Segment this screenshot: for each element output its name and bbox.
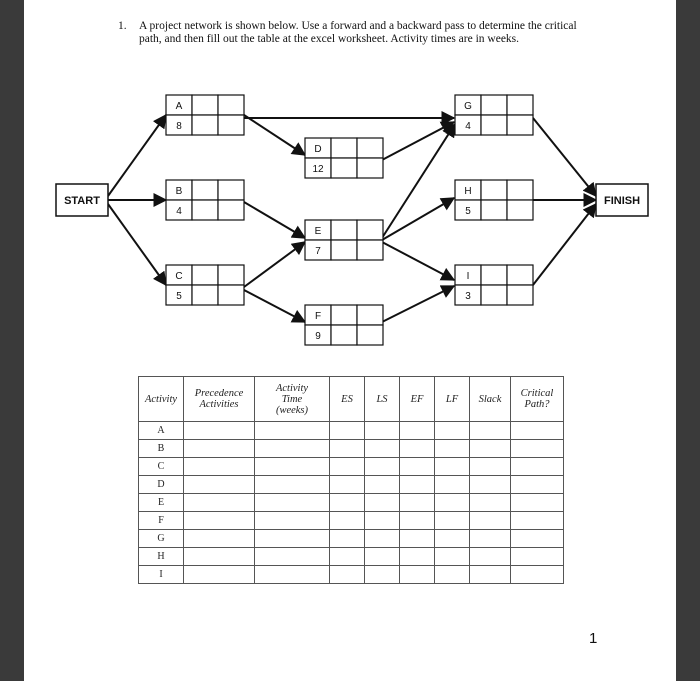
node-cell bbox=[192, 265, 218, 285]
empty-cell bbox=[511, 440, 564, 458]
empty-cell bbox=[435, 422, 470, 440]
table-row bbox=[139, 494, 564, 512]
node-cell bbox=[218, 265, 244, 285]
empty-cell bbox=[435, 476, 470, 494]
col-ef: EF bbox=[400, 377, 435, 422]
node-label-c: C bbox=[175, 271, 183, 282]
col-activity: Activity bbox=[139, 377, 184, 422]
node-cell bbox=[192, 115, 218, 135]
node-cell bbox=[357, 138, 383, 158]
empty-cell bbox=[470, 440, 511, 458]
empty-cell bbox=[365, 512, 400, 530]
empty-cell bbox=[330, 458, 365, 476]
col-precedence: Precedence Activities bbox=[184, 377, 255, 422]
node-time-c: 5 bbox=[176, 291, 182, 302]
node-cell bbox=[218, 95, 244, 115]
empty-cell bbox=[255, 530, 330, 548]
node-label-e: E bbox=[314, 226, 322, 237]
node-label-h: H bbox=[464, 186, 472, 197]
empty-cell bbox=[184, 476, 255, 494]
node-label-g: G bbox=[464, 101, 472, 112]
empty-cell bbox=[511, 566, 564, 584]
empty-cell bbox=[330, 530, 365, 548]
col-slack: Slack bbox=[470, 377, 511, 422]
node-cell bbox=[507, 180, 533, 200]
empty-cell bbox=[470, 476, 511, 494]
node-cell bbox=[481, 285, 507, 305]
node-cell bbox=[481, 200, 507, 220]
arrow-a-d bbox=[244, 115, 305, 155]
empty-cell bbox=[511, 476, 564, 494]
node-cell bbox=[331, 138, 357, 158]
empty-cell bbox=[470, 494, 511, 512]
node-cell bbox=[481, 115, 507, 135]
activity-node-d bbox=[305, 138, 383, 178]
node-cell bbox=[507, 200, 533, 220]
empty-cell bbox=[255, 494, 330, 512]
empty-cell bbox=[255, 458, 330, 476]
col-time-line3: (weeks) bbox=[275, 404, 309, 416]
empty-cell bbox=[184, 530, 255, 548]
activity-cell: D bbox=[139, 476, 184, 494]
empty-cell bbox=[511, 548, 564, 566]
table-row bbox=[139, 476, 564, 494]
table-row bbox=[139, 566, 564, 584]
empty-cell bbox=[255, 548, 330, 566]
empty-cell bbox=[184, 440, 255, 458]
empty-cell bbox=[470, 566, 511, 584]
node-label-f: F bbox=[314, 311, 322, 322]
node-label-b: B bbox=[175, 186, 183, 197]
empty-cell bbox=[184, 512, 255, 530]
col-time-line2: Time bbox=[281, 393, 303, 405]
arrow-start-c bbox=[108, 204, 166, 285]
node-time-e: 7 bbox=[315, 246, 321, 257]
node-cell bbox=[218, 115, 244, 135]
col-time-line1: Activity bbox=[275, 382, 309, 394]
arrow-b-e bbox=[244, 202, 305, 238]
node-cell bbox=[331, 240, 357, 260]
node-cell bbox=[481, 95, 507, 115]
question-number: 1. bbox=[118, 20, 127, 32]
node-cell bbox=[507, 115, 533, 135]
node-cell bbox=[357, 158, 383, 178]
empty-cell bbox=[435, 530, 470, 548]
node-label-i: I bbox=[466, 271, 470, 282]
empty-cell bbox=[400, 530, 435, 548]
node-cell bbox=[357, 220, 383, 240]
node-cell bbox=[192, 200, 218, 220]
empty-cell bbox=[435, 548, 470, 566]
start-label: START bbox=[64, 195, 100, 207]
node-cell bbox=[331, 325, 357, 345]
node-cell bbox=[218, 285, 244, 305]
activity-node-f bbox=[305, 305, 383, 345]
activity-cell: B bbox=[139, 440, 184, 458]
empty-cell bbox=[184, 566, 255, 584]
node-cell bbox=[357, 305, 383, 325]
empty-cell bbox=[400, 422, 435, 440]
empty-cell bbox=[184, 494, 255, 512]
activity-cell: E bbox=[139, 494, 184, 512]
node-cell bbox=[481, 265, 507, 285]
node-cell bbox=[507, 285, 533, 305]
empty-cell bbox=[400, 458, 435, 476]
empty-cell bbox=[255, 422, 330, 440]
empty-cell bbox=[400, 494, 435, 512]
activity-cell: A bbox=[139, 422, 184, 440]
table-row bbox=[139, 440, 564, 458]
activity-worksheet-table bbox=[138, 376, 564, 584]
activity-cell: F bbox=[139, 512, 184, 530]
empty-cell bbox=[435, 440, 470, 458]
empty-cell bbox=[330, 422, 365, 440]
activity-node-c bbox=[166, 265, 244, 305]
page-number: 1 bbox=[589, 630, 598, 647]
empty-cell bbox=[400, 512, 435, 530]
empty-cell bbox=[511, 494, 564, 512]
empty-cell bbox=[470, 458, 511, 476]
activity-node-a bbox=[166, 95, 244, 135]
empty-cell bbox=[255, 512, 330, 530]
empty-cell bbox=[435, 458, 470, 476]
node-cell bbox=[192, 180, 218, 200]
empty-cell bbox=[400, 548, 435, 566]
node-label-d: D bbox=[314, 144, 322, 155]
node-cell bbox=[357, 240, 383, 260]
empty-cell bbox=[365, 440, 400, 458]
node-cell bbox=[192, 95, 218, 115]
empty-cell bbox=[365, 530, 400, 548]
table-row bbox=[139, 548, 564, 566]
empty-cell bbox=[470, 548, 511, 566]
empty-cell bbox=[330, 494, 365, 512]
empty-cell bbox=[435, 566, 470, 584]
arrow-g-finish bbox=[533, 118, 596, 196]
arrow-c-f bbox=[244, 290, 305, 322]
col-activity-time bbox=[255, 377, 330, 422]
empty-cell bbox=[330, 476, 365, 494]
activity-node-g bbox=[455, 95, 533, 135]
node-time-g: 4 bbox=[465, 121, 471, 132]
empty-cell bbox=[365, 476, 400, 494]
activity-cell: H bbox=[139, 548, 184, 566]
activity-cell: G bbox=[139, 530, 184, 548]
activity-node-i bbox=[455, 265, 533, 305]
activity-node-e bbox=[305, 220, 383, 260]
empty-cell bbox=[255, 566, 330, 584]
node-time-i: 3 bbox=[465, 291, 471, 302]
activity-node-b bbox=[166, 180, 244, 220]
empty-cell bbox=[400, 440, 435, 458]
empty-cell bbox=[330, 548, 365, 566]
empty-cell bbox=[255, 440, 330, 458]
empty-cell bbox=[330, 512, 365, 530]
empty-cell bbox=[470, 512, 511, 530]
empty-cell bbox=[365, 422, 400, 440]
node-label-a: A bbox=[175, 101, 183, 112]
finish-label: FINISH bbox=[603, 195, 641, 207]
empty-cell bbox=[365, 566, 400, 584]
arrow-e-h bbox=[382, 198, 454, 240]
node-time-d: 12 bbox=[312, 164, 324, 175]
empty-cell bbox=[330, 440, 365, 458]
node-cell bbox=[218, 180, 244, 200]
empty-cell bbox=[255, 476, 330, 494]
empty-cell bbox=[365, 548, 400, 566]
col-lf: LF bbox=[435, 377, 470, 422]
table-row bbox=[139, 512, 564, 530]
empty-cell bbox=[511, 530, 564, 548]
node-cell bbox=[507, 265, 533, 285]
node-cell bbox=[331, 158, 357, 178]
empty-cell bbox=[511, 422, 564, 440]
empty-cell bbox=[184, 458, 255, 476]
activity-node-h bbox=[455, 180, 533, 220]
arrow-f-i bbox=[382, 286, 454, 322]
table-row bbox=[139, 422, 564, 440]
empty-cell bbox=[470, 422, 511, 440]
empty-cell bbox=[435, 494, 470, 512]
arrow-i-finish bbox=[533, 204, 596, 285]
node-cell bbox=[481, 180, 507, 200]
activity-cell: C bbox=[139, 458, 184, 476]
node-cell bbox=[218, 200, 244, 220]
empty-cell bbox=[330, 566, 365, 584]
activity-cell: I bbox=[139, 566, 184, 584]
empty-cell bbox=[184, 422, 255, 440]
arrow-c-e bbox=[244, 242, 305, 287]
node-time-a: 8 bbox=[176, 121, 182, 132]
node-cell bbox=[331, 305, 357, 325]
empty-cell bbox=[365, 494, 400, 512]
empty-cell bbox=[400, 566, 435, 584]
empty-cell bbox=[184, 548, 255, 566]
node-time-h: 5 bbox=[465, 206, 471, 217]
node-cell bbox=[331, 220, 357, 240]
node-cell bbox=[507, 95, 533, 115]
arrow-start-a bbox=[108, 115, 166, 196]
empty-cell bbox=[400, 476, 435, 494]
arrow-e-i bbox=[382, 242, 454, 280]
node-time-f: 9 bbox=[315, 331, 321, 342]
node-time-b: 4 bbox=[176, 206, 182, 217]
empty-cell bbox=[435, 512, 470, 530]
empty-cell bbox=[470, 530, 511, 548]
table-row bbox=[139, 458, 564, 476]
empty-cell bbox=[511, 458, 564, 476]
col-ls: LS bbox=[365, 377, 400, 422]
table-row bbox=[139, 530, 564, 548]
empty-cell bbox=[365, 458, 400, 476]
col-critical: Critical Path? bbox=[511, 377, 564, 422]
node-cell bbox=[357, 325, 383, 345]
empty-cell bbox=[511, 512, 564, 530]
question-text: A project network is shown below. Use a forward and a backward pass to determine the critical path, and then fill out the table at the excel worksheet. Activity times are in weeks. bbox=[139, 20, 577, 45]
node-cell bbox=[192, 285, 218, 305]
col-es: ES bbox=[330, 377, 365, 422]
